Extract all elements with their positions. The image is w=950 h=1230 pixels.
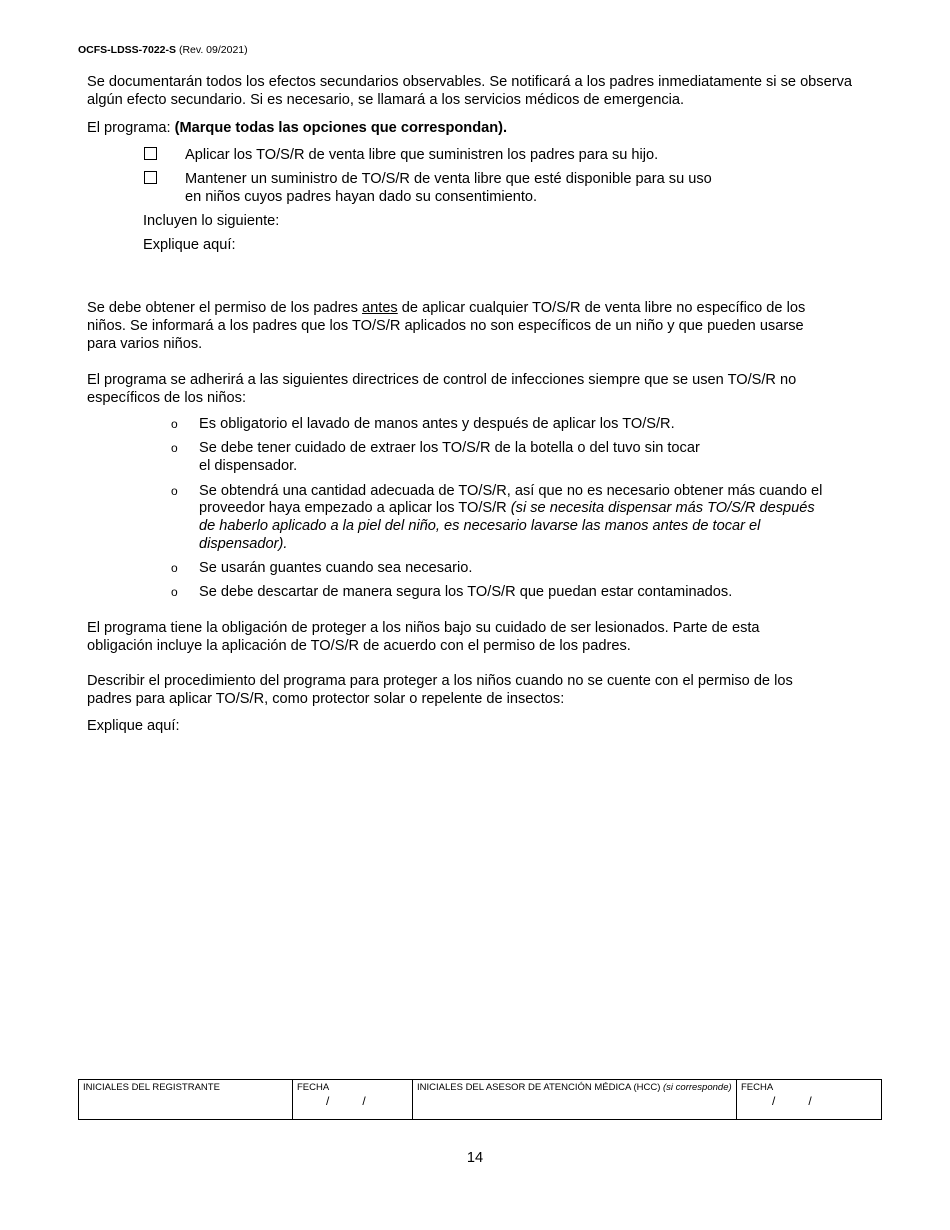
page-number: 14 <box>466 1150 484 1166</box>
program-label-line <box>87 119 507 137</box>
date-2-slash-a: / <box>772 1094 776 1108</box>
option-1-label: Aplicar los TO/S/R de venta libre que suministren los padres para su hijo. <box>185 147 659 163</box>
form-code: OCFS-LDSS-7022-S <box>78 44 177 56</box>
permission-after: de aplicar cualquier TO/S/R de venta libre no específico de los <box>397 300 806 316</box>
guideline-1: Es obligatorio el lavado de manos antes y después de aplicar los TO/S/R. <box>199 416 675 432</box>
permission-paragraph-line3: para varios niños. <box>87 336 203 352</box>
describe-line2: padres para aplicar TO/S/R, como protector solar o repelente de insectos: <box>87 691 565 707</box>
explain-label-1: Explique aquí: <box>143 237 236 253</box>
permission-underlined: antes <box>362 300 398 316</box>
hcc-initials-label: INICIALES DEL ASESOR DE ATENCIÓN MÉDICA (HCC) <box>417 1082 661 1093</box>
date-1-label: FECHA <box>297 1082 330 1093</box>
guidelines-intro-line2: específicos de los niños: <box>87 390 246 406</box>
obligation-line2: obligación incluye la aplicación de TO/S/R de acuerdo con el permiso de los padres. <box>87 638 631 654</box>
include-label: Incluyen lo siguiente: <box>143 213 280 229</box>
guideline-3-line4: dispensador). <box>199 536 288 552</box>
signature-table <box>78 1079 882 1120</box>
guideline-2-line2: el dispensador. <box>199 458 298 474</box>
date-2-slash-b: / <box>808 1094 812 1108</box>
bullet-3: o <box>171 484 178 498</box>
guideline-3-line1: Se obtendrá una cantidad adecuada de TO/S/R, así que no es necesario obtener más cuando el <box>199 483 823 499</box>
guideline-5: Se debe descartar de manera segura los TO/S/R que puedan estar contaminados. <box>199 584 733 600</box>
date-2-cell[interactable] <box>737 1080 882 1120</box>
bullet-1: o <box>171 417 178 431</box>
date-2-separators <box>741 1096 877 1107</box>
describe-line1: Describir el procedimiento del programa para proteger a los niños cuando no se cuente con el permiso de los <box>87 673 793 689</box>
explain-label-2: Explique aquí: <box>87 718 180 734</box>
registrant-initials-cell[interactable] <box>79 1080 293 1120</box>
hcc-note: (si corresponde) <box>663 1082 732 1093</box>
bullet-2: o <box>171 441 178 455</box>
permission-paragraph-line2: niños. Se informará a los padres que los TO/S/R aplicados no son específicos de un niño y que pueden usarse <box>87 318 804 334</box>
obligation-line1: El programa tiene la obligación de proteger a los niños bajo su cuidado de ser lesionados. Parte de esta <box>87 620 760 636</box>
guideline-2-line1: Se debe tener cuidado de extraer los TO/S/R de la botella o del tuvo sin tocar <box>199 440 700 456</box>
guideline-3-line3: de haberlo aplicado a la piel del niño, es necesario lavarse las manos antes de tocar el <box>199 518 761 534</box>
program-label: El programa: <box>87 120 171 136</box>
bullet-4: o <box>171 561 178 575</box>
permission-paragraph-line1 <box>87 299 887 317</box>
guideline-3-normal: proveedor haya empezado a aplicar los TO/S/R <box>199 500 511 516</box>
option-2-label-line1: Mantener un suministro de TO/S/R de venta libre que esté disponible para su uso <box>185 171 712 187</box>
guideline-3-line2 <box>199 499 815 517</box>
form-header <box>78 44 248 56</box>
option-2-checkbox[interactable] <box>144 171 157 184</box>
date-1-slash-b: / <box>362 1094 366 1108</box>
guidelines-intro-line1: El programa se adherirá a las siguientes directrices de control de infecciones siempre que se usen TO/S/R no <box>87 372 797 388</box>
hcc-initials-label-line <box>417 1082 732 1093</box>
intro-paragraph: Se documentarán todos los efectos secundarios observables. Se notificará a los padres inmediatamente si se observa algún efecto secundario. Si es necesario, se llamará a los servicios médicos de emergencia. <box>87 74 852 108</box>
registrant-initials-label: INICIALES DEL REGISTRANTE <box>83 1082 220 1093</box>
permission-before: Se debe obtener el permiso de los padres <box>87 300 363 316</box>
program-instruction: (Marque todas las opciones que correspondan). <box>174 120 508 136</box>
guideline-4: Se usarán guantes cuando sea necesario. <box>199 560 473 576</box>
date-1-slash-a: / <box>326 1094 330 1108</box>
guideline-3-italic-start: (si se necesita dispensar más TO/S/R después <box>510 500 815 516</box>
option-2-label-line2: en niños cuyos padres hayan dado su consentimiento. <box>185 189 538 205</box>
option-1-checkbox[interactable] <box>144 147 157 160</box>
date-1-separators <box>297 1096 408 1107</box>
date-1-cell[interactable] <box>293 1080 413 1120</box>
bullet-5: o <box>171 585 178 599</box>
form-revision: (Rev. 09/2021) <box>178 44 248 56</box>
date-2-label: FECHA <box>741 1082 774 1093</box>
explanation-text-area[interactable] <box>87 740 877 1060</box>
hcc-initials-cell[interactable] <box>413 1080 737 1120</box>
